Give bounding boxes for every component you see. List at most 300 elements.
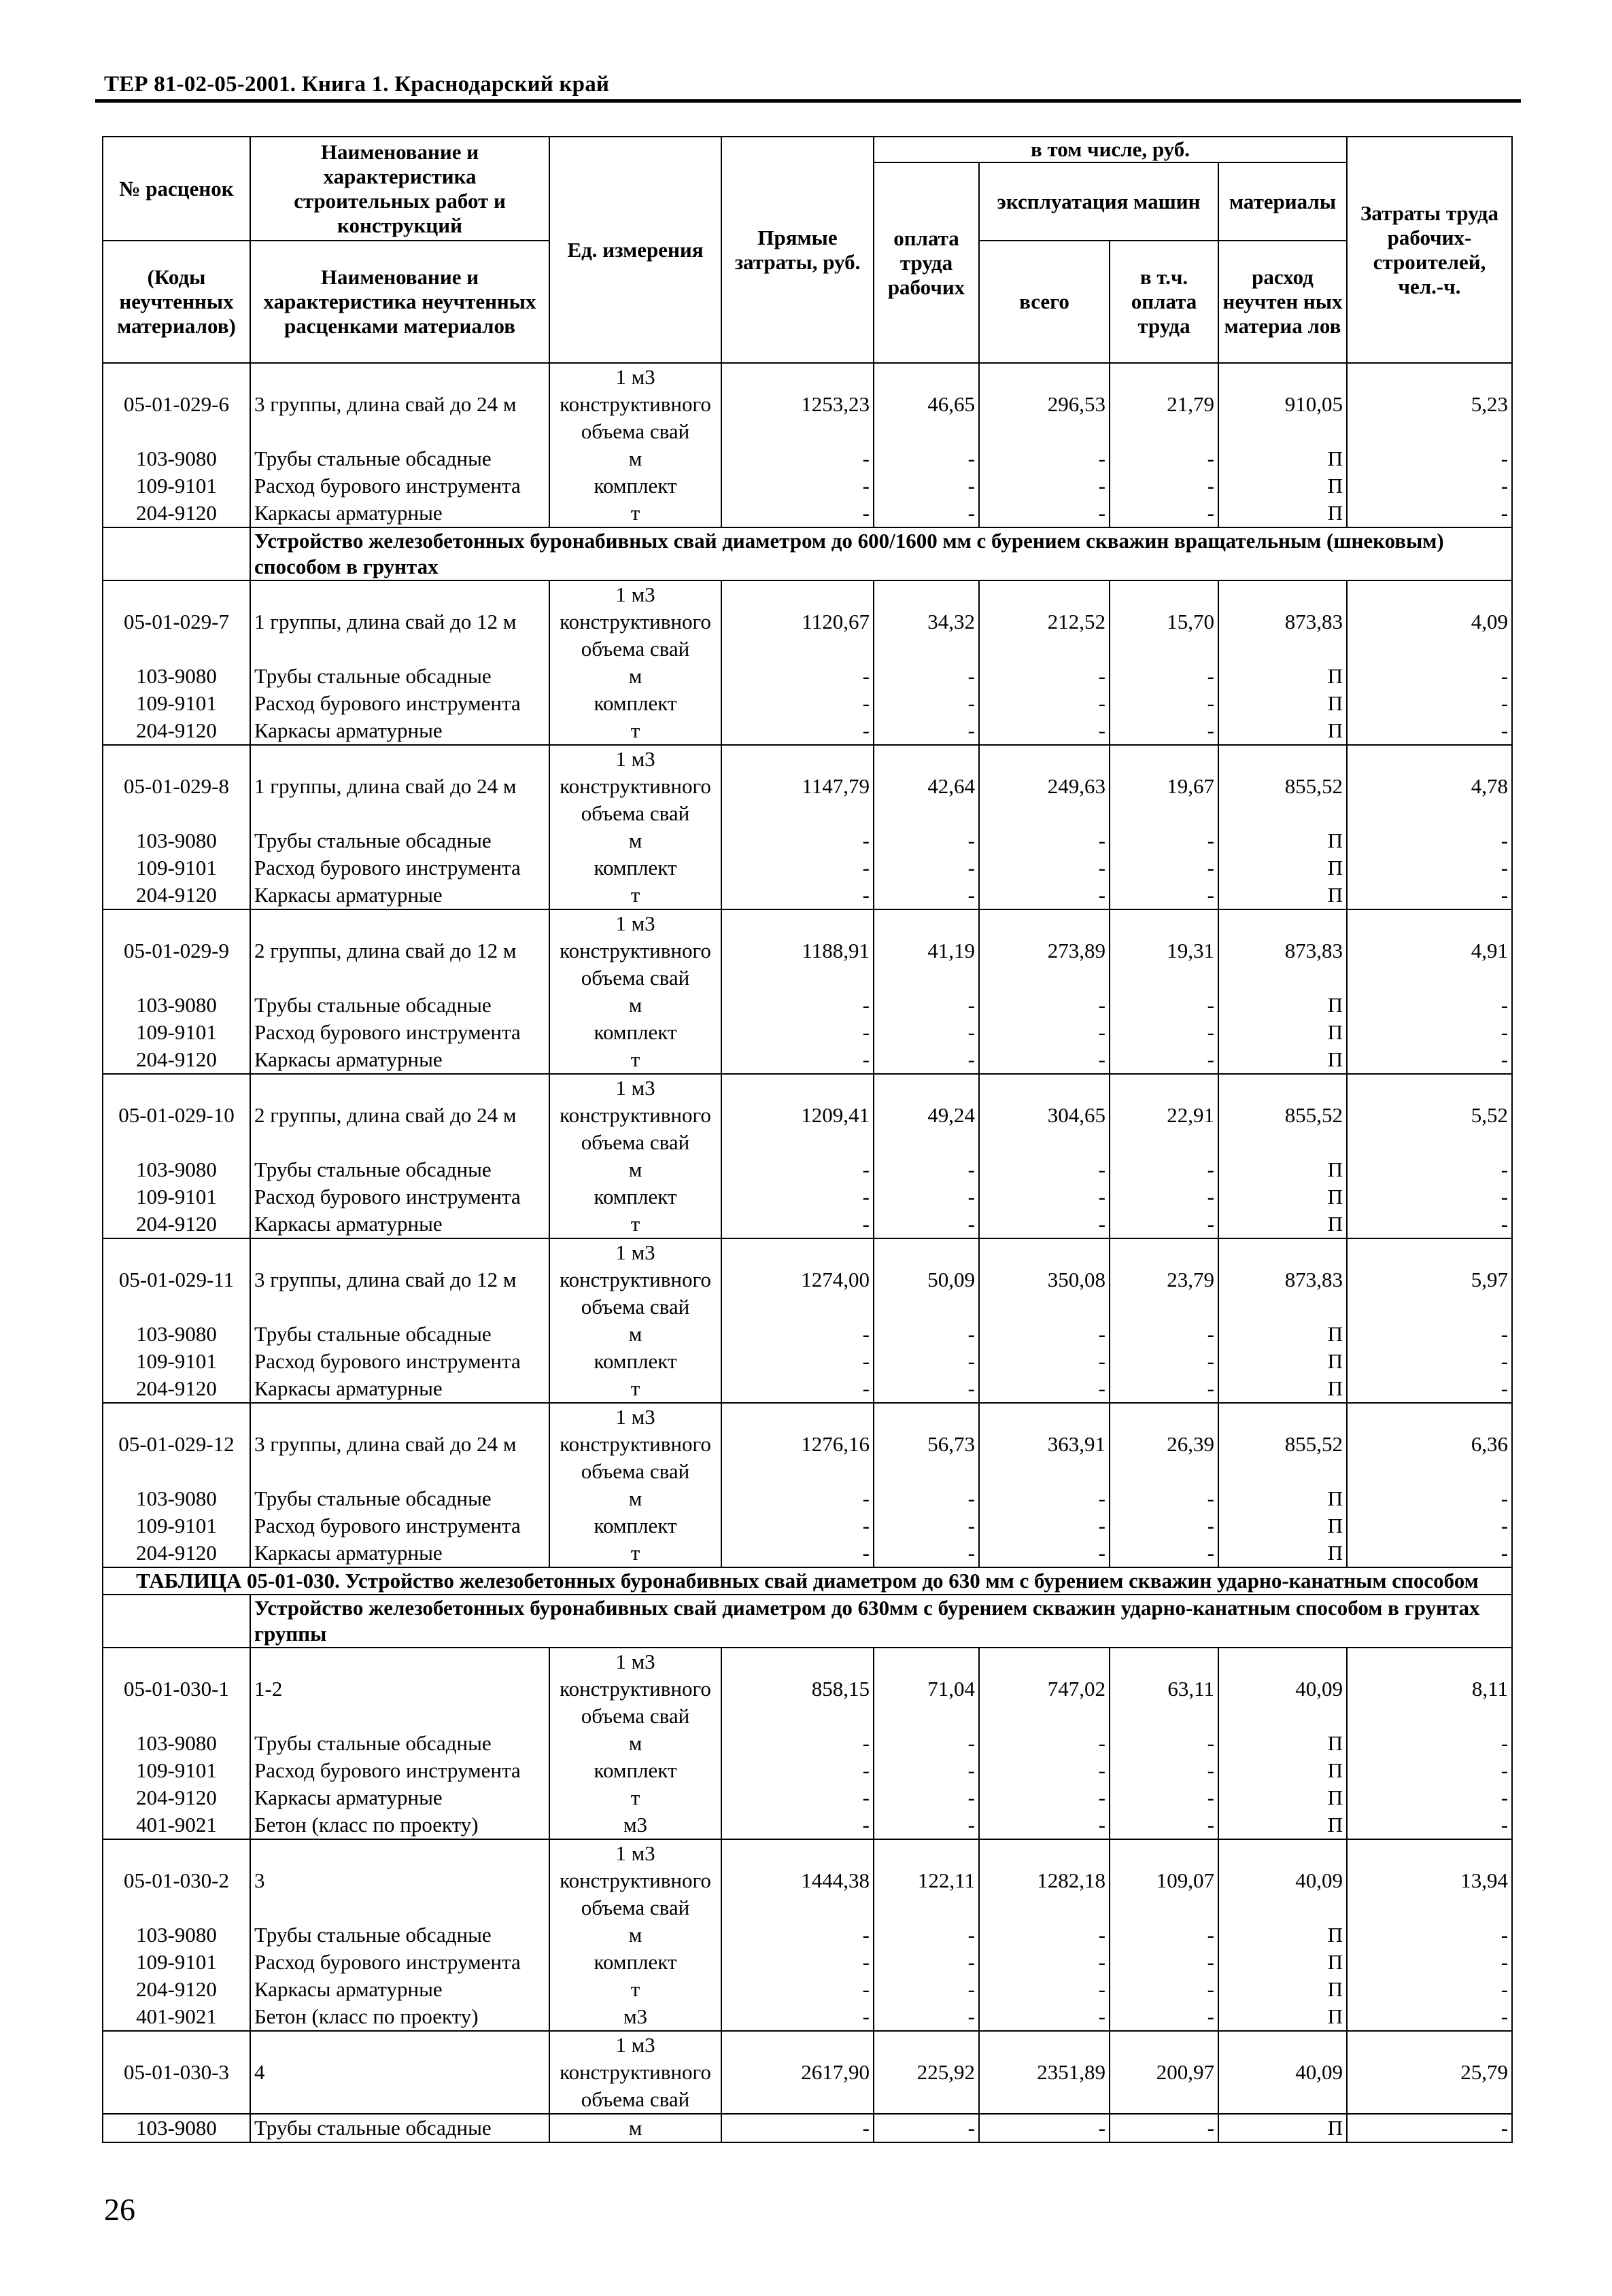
material-code: 401-9021: [103, 1811, 250, 1839]
unit-cell: т: [549, 717, 721, 745]
header-rule: [95, 99, 1521, 103]
material-cost: П: [1218, 1811, 1347, 1839]
rate-row: [103, 580, 1512, 663]
wage-cost: 41,19: [874, 909, 979, 992]
material-cost: 855,52: [1218, 745, 1347, 827]
rate-row: [103, 745, 1512, 827]
machine-wage-cost: -: [1110, 472, 1218, 500]
direct-cost: -: [721, 854, 874, 882]
direct-cost: -: [721, 1811, 874, 1839]
col-code-subheader: (Коды неучтенных материалов): [103, 241, 250, 363]
material-cost: П: [1218, 663, 1347, 690]
direct-cost: -: [721, 1976, 874, 2003]
material-row: [103, 472, 1512, 500]
material-cost: П: [1218, 472, 1347, 500]
rate-code: 05-01-030-1: [103, 1648, 250, 1730]
wage-cost: -: [874, 882, 979, 909]
machine-wage-cost: -: [1110, 1156, 1218, 1183]
machine-wage-cost: -: [1110, 854, 1218, 882]
material-row: [103, 1757, 1512, 1784]
material-row: [103, 500, 1512, 527]
section-heading-row: [103, 527, 1512, 580]
unit-cell: м: [549, 1730, 721, 1757]
machine-wage-cost: -: [1110, 1512, 1218, 1540]
machine-wage-cost: 21,79: [1110, 363, 1218, 445]
unit-cell: т: [549, 500, 721, 527]
unit-cell: м: [549, 1156, 721, 1183]
machine-cost: -: [979, 1730, 1110, 1757]
unit-cell: м: [549, 2114, 721, 2142]
direct-cost: -: [721, 1540, 874, 1567]
section-heading: Устройство железобетонных буронабивных свай диаметром до 630мм с бурением скважин ударно-канатным способом в грунтах группы: [250, 1595, 1512, 1648]
unit-cell: 1 м3 конструктивного объема свай: [549, 580, 721, 663]
machine-wage-cost: -: [1110, 1375, 1218, 1403]
material-name: Каркасы арматурные: [250, 1211, 549, 1238]
labor-cost: 4,09: [1347, 580, 1512, 663]
machine-wage-cost: 63,11: [1110, 1648, 1218, 1730]
machine-wage-cost: 19,31: [1110, 909, 1218, 992]
machine-cost: -: [979, 1784, 1110, 1811]
direct-cost: -: [721, 1348, 874, 1375]
labor-cost: -: [1347, 1183, 1512, 1211]
section-code-cell: [103, 527, 250, 580]
material-cost: П: [1218, 1375, 1347, 1403]
machine-cost: -: [979, 1540, 1110, 1567]
direct-cost: 1444,38: [721, 1839, 874, 1921]
machine-cost: 350,08: [979, 1238, 1110, 1321]
material-row: [103, 1375, 1512, 1403]
wage-cost: 34,32: [874, 580, 979, 663]
wage-cost: -: [874, 2003, 979, 2031]
machine-wage-cost: 23,79: [1110, 1238, 1218, 1321]
material-name: Расход бурового инструмента: [250, 472, 549, 500]
material-row: [103, 1485, 1512, 1512]
material-cost: П: [1218, 1156, 1347, 1183]
machine-cost: -: [979, 992, 1110, 1019]
labor-cost: 4,91: [1347, 909, 1512, 992]
unit-cell: т: [549, 1540, 721, 1567]
rate-name: 3 группы, длина свай до 12 м: [250, 1238, 549, 1321]
table-header: [103, 137, 1512, 363]
rate-name: 1 группы, длина свай до 12 м: [250, 580, 549, 663]
material-cost: П: [1218, 1730, 1347, 1757]
labor-cost: -: [1347, 882, 1512, 909]
material-cost: П: [1218, 1540, 1347, 1567]
machine-cost: -: [979, 717, 1110, 745]
material-row: [103, 445, 1512, 472]
direct-cost: -: [721, 827, 874, 854]
labor-cost: -: [1347, 992, 1512, 1019]
labor-cost: 25,79: [1347, 2031, 1512, 2114]
material-code: 109-9101: [103, 472, 250, 500]
material-code: 204-9120: [103, 1046, 250, 1074]
material-name: Трубы стальные обсадные: [250, 1730, 549, 1757]
machine-wage-cost: -: [1110, 1949, 1218, 1976]
machine-cost: 363,91: [979, 1403, 1110, 1485]
rate-row: [103, 909, 1512, 992]
machine-wage-cost: -: [1110, 1976, 1218, 2003]
material-name: Бетон (класс по проекту): [250, 2003, 549, 2031]
col-labor-header: Затраты труда рабочих-строителей, чел.-ч.: [1347, 137, 1512, 363]
wage-cost: 42,64: [874, 745, 979, 827]
unit-cell: т: [549, 1046, 721, 1074]
rate-code: 05-01-029-8: [103, 745, 250, 827]
material-name: Каркасы арматурные: [250, 500, 549, 527]
unit-cell: т: [549, 882, 721, 909]
direct-cost: -: [721, 690, 874, 717]
material-row: [103, 1183, 1512, 1211]
direct-cost: -: [721, 445, 874, 472]
labor-cost: -: [1347, 1321, 1512, 1348]
material-code: 204-9120: [103, 717, 250, 745]
material-code: 109-9101: [103, 1949, 250, 1976]
material-cost: 855,52: [1218, 1074, 1347, 1156]
material-row: [103, 663, 1512, 690]
section-heading: Устройство железобетонных буронабивных свай диаметром до 600/1600 мм с бурением скважин вращательным (шнековым) способом в грунтах: [250, 527, 1512, 580]
machine-cost: -: [979, 690, 1110, 717]
wage-cost: 71,04: [874, 1648, 979, 1730]
material-row: [103, 2114, 1512, 2142]
unit-cell: 1 м3 конструктивного объема свай: [549, 745, 721, 827]
machine-wage-cost: -: [1110, 663, 1218, 690]
page-header: ТЕР 81-02-05-2001. Книга 1. Краснодарский край: [104, 72, 610, 97]
direct-cost: -: [721, 1156, 874, 1183]
material-cost: 873,83: [1218, 909, 1347, 992]
unit-cell: комплект: [549, 1757, 721, 1784]
machine-wage-cost: -: [1110, 2114, 1218, 2142]
rate-code: 05-01-030-3: [103, 2031, 250, 2114]
labor-cost: -: [1347, 1046, 1512, 1074]
material-code: 204-9120: [103, 1976, 250, 2003]
wage-cost: -: [874, 1019, 979, 1046]
unit-cell: т: [549, 1211, 721, 1238]
material-cost: П: [1218, 1211, 1347, 1238]
material-cost: П: [1218, 1046, 1347, 1074]
material-code: 103-9080: [103, 2114, 250, 2142]
wage-cost: -: [874, 717, 979, 745]
machine-cost: -: [979, 1949, 1110, 1976]
material-name: Расход бурового инструмента: [250, 854, 549, 882]
material-code: 109-9101: [103, 1348, 250, 1375]
material-cost: П: [1218, 827, 1347, 854]
machine-cost: 304,65: [979, 1074, 1110, 1156]
machine-cost: -: [979, 1183, 1110, 1211]
material-code: 103-9080: [103, 992, 250, 1019]
material-name: Трубы стальные обсадные: [250, 1921, 549, 1949]
direct-cost: 2617,90: [721, 2031, 874, 2114]
col-unit-header: Ед. измерения: [549, 137, 721, 363]
price-table: [102, 136, 1513, 2143]
material-code: 103-9080: [103, 1730, 250, 1757]
rate-row: [103, 1403, 1512, 1485]
rate-name: 3 группы, длина свай до 24 м: [250, 363, 549, 445]
material-cost: П: [1218, 854, 1347, 882]
unit-cell: 1 м3 конструктивного объема свай: [549, 1403, 721, 1485]
machine-wage-cost: 26,39: [1110, 1403, 1218, 1485]
col-code-header: № расценок: [103, 137, 250, 241]
machine-wage-cost: -: [1110, 992, 1218, 1019]
material-name: Трубы стальные обсадные: [250, 827, 549, 854]
labor-cost: 13,94: [1347, 1839, 1512, 1921]
wage-cost: -: [874, 1485, 979, 1512]
wage-cost: 50,09: [874, 1238, 979, 1321]
material-row: [103, 1949, 1512, 1976]
unit-cell: м: [549, 1485, 721, 1512]
labor-cost: -: [1347, 1949, 1512, 1976]
unit-cell: т: [549, 1976, 721, 2003]
labor-cost: 5,52: [1347, 1074, 1512, 1156]
material-code: 204-9120: [103, 882, 250, 909]
rate-code: 05-01-029-9: [103, 909, 250, 992]
material-name: Расход бурового инструмента: [250, 690, 549, 717]
material-row: [103, 992, 1512, 1019]
material-cost: П: [1218, 2114, 1347, 2142]
table-title: ТАБЛИЦА 05-01-030. Устройство железобетонных буронабивных свай диаметром до 630 мм с бурением скважин ударно-канатным способом: [103, 1567, 1512, 1595]
direct-cost: -: [721, 1757, 874, 1784]
material-name: Каркасы арматурные: [250, 717, 549, 745]
unit-cell: комплект: [549, 472, 721, 500]
unit-cell: комплект: [549, 1512, 721, 1540]
wage-cost: -: [874, 1757, 979, 1784]
material-code: 109-9101: [103, 1019, 250, 1046]
wage-cost: -: [874, 1375, 979, 1403]
material-row: [103, 1811, 1512, 1839]
rate-row: [103, 1074, 1512, 1156]
material-code: 109-9101: [103, 1512, 250, 1540]
rate-code: 05-01-029-12: [103, 1403, 250, 1485]
material-cost: П: [1218, 1784, 1347, 1811]
labor-cost: -: [1347, 717, 1512, 745]
material-cost: П: [1218, 2003, 1347, 2031]
material-cost: 40,09: [1218, 1839, 1347, 1921]
unit-cell: 1 м3 конструктивного объема свай: [549, 909, 721, 992]
material-cost: П: [1218, 882, 1347, 909]
col-mat-unaccounted-header: расход неучтен ных материа лов: [1218, 241, 1347, 363]
direct-cost: 1274,00: [721, 1238, 874, 1321]
direct-cost: 1276,16: [721, 1403, 874, 1485]
material-row: [103, 690, 1512, 717]
unit-cell: м3: [549, 2003, 721, 2031]
material-row: [103, 1512, 1512, 1540]
material-cost: П: [1218, 1976, 1347, 2003]
rate-code: 05-01-029-6: [103, 363, 250, 445]
wage-cost: -: [874, 1730, 979, 1757]
unit-cell: 1 м3 конструктивного объема свай: [549, 1074, 721, 1156]
wage-cost: 56,73: [874, 1403, 979, 1485]
labor-cost: -: [1347, 1784, 1512, 1811]
labor-cost: 5,23: [1347, 363, 1512, 445]
unit-cell: 1 м3 конструктивного объема свай: [549, 1839, 721, 1921]
material-row: [103, 1921, 1512, 1949]
rate-row: [103, 1648, 1512, 1730]
material-name: Трубы стальные обсадные: [250, 1321, 549, 1348]
material-code: 103-9080: [103, 445, 250, 472]
rate-code: 05-01-029-7: [103, 580, 250, 663]
material-cost: 873,83: [1218, 580, 1347, 663]
direct-cost: -: [721, 1046, 874, 1074]
machine-wage-cost: -: [1110, 1348, 1218, 1375]
material-cost: П: [1218, 1921, 1347, 1949]
direct-cost: -: [721, 1375, 874, 1403]
direct-cost: -: [721, 882, 874, 909]
material-name: Каркасы арматурные: [250, 1375, 549, 1403]
unit-cell: м: [549, 1921, 721, 1949]
material-cost: П: [1218, 445, 1347, 472]
direct-cost: 858,15: [721, 1648, 874, 1730]
material-cost: П: [1218, 1757, 1347, 1784]
material-row: [103, 882, 1512, 909]
machine-wage-cost: -: [1110, 2003, 1218, 2031]
col-mach-header: эксплуатация машин: [979, 162, 1218, 241]
direct-cost: 1120,67: [721, 580, 874, 663]
material-name: Трубы стальные обсадные: [250, 445, 549, 472]
machine-wage-cost: -: [1110, 1019, 1218, 1046]
material-cost: П: [1218, 1019, 1347, 1046]
machine-cost: -: [979, 663, 1110, 690]
machine-wage-cost: -: [1110, 690, 1218, 717]
unit-cell: 1 м3 конструктивного объема свай: [549, 1648, 721, 1730]
labor-cost: -: [1347, 1512, 1512, 1540]
page-number: 26: [104, 2192, 135, 2227]
material-cost: П: [1218, 1949, 1347, 1976]
material-row: [103, 1540, 1512, 1567]
labor-cost: -: [1347, 1156, 1512, 1183]
material-row: [103, 1156, 1512, 1183]
material-name: Расход бурового инструмента: [250, 1348, 549, 1375]
direct-cost: -: [721, 1183, 874, 1211]
material-name: Расход бурового инструмента: [250, 1183, 549, 1211]
direct-cost: -: [721, 992, 874, 1019]
machine-wage-cost: -: [1110, 1540, 1218, 1567]
direct-cost: -: [721, 1485, 874, 1512]
material-name: Расход бурового инструмента: [250, 1949, 549, 1976]
machine-wage-cost: -: [1110, 717, 1218, 745]
machine-wage-cost: -: [1110, 500, 1218, 527]
machine-cost: 212,52: [979, 580, 1110, 663]
rate-row: [103, 1839, 1512, 1921]
labor-cost: 5,97: [1347, 1238, 1512, 1321]
material-row: [103, 2003, 1512, 2031]
machine-cost: 2351,89: [979, 2031, 1110, 2114]
rate-name: 3: [250, 1839, 549, 1921]
material-row: [103, 1019, 1512, 1046]
material-cost: П: [1218, 1183, 1347, 1211]
unit-cell: комплект: [549, 690, 721, 717]
material-row: [103, 1321, 1512, 1348]
material-cost: П: [1218, 1485, 1347, 1512]
machine-wage-cost: -: [1110, 1784, 1218, 1811]
material-name: Трубы стальные обсадные: [250, 2114, 549, 2142]
machine-cost: -: [979, 1512, 1110, 1540]
material-name: Бетон (класс по проекту): [250, 1811, 549, 1839]
wage-cost: 122,11: [874, 1839, 979, 1921]
wage-cost: -: [874, 2114, 979, 2142]
material-code: 204-9120: [103, 1375, 250, 1403]
unit-cell: м: [549, 827, 721, 854]
table-title-row: [103, 1567, 1512, 1595]
machine-cost: -: [979, 445, 1110, 472]
material-code: 103-9080: [103, 1321, 250, 1348]
direct-cost: -: [721, 2114, 874, 2142]
material-name: Каркасы арматурные: [250, 1784, 549, 1811]
material-code: 103-9080: [103, 663, 250, 690]
material-code: 109-9101: [103, 1183, 250, 1211]
unit-cell: т: [549, 1784, 721, 1811]
unit-cell: м: [549, 1321, 721, 1348]
rate-name: 2 группы, длина свай до 12 м: [250, 909, 549, 992]
material-row: [103, 854, 1512, 882]
material-cost: П: [1218, 690, 1347, 717]
wage-cost: 46,65: [874, 363, 979, 445]
labor-cost: -: [1347, 1211, 1512, 1238]
col-mat-header: материалы: [1218, 162, 1347, 241]
machine-wage-cost: -: [1110, 1811, 1218, 1839]
material-name: Трубы стальные обсадные: [250, 992, 549, 1019]
wage-cost: -: [874, 1921, 979, 1949]
machine-cost: -: [979, 1976, 1110, 2003]
material-name: Расход бурового инструмента: [250, 1019, 549, 1046]
material-name: Каркасы арматурные: [250, 1976, 549, 2003]
labor-cost: -: [1347, 663, 1512, 690]
machine-cost: -: [979, 1019, 1110, 1046]
material-name: Расход бурового инструмента: [250, 1757, 549, 1784]
wage-cost: -: [874, 690, 979, 717]
wage-cost: -: [874, 854, 979, 882]
machine-wage-cost: -: [1110, 1046, 1218, 1074]
machine-cost: -: [979, 854, 1110, 882]
machine-cost: -: [979, 472, 1110, 500]
col-direct-header: Прямые затраты, руб.: [721, 137, 874, 363]
wage-cost: -: [874, 1784, 979, 1811]
rate-code: 05-01-029-10: [103, 1074, 250, 1156]
direct-cost: -: [721, 1512, 874, 1540]
unit-cell: комплект: [549, 1348, 721, 1375]
machine-wage-cost: 200,97: [1110, 2031, 1218, 2114]
material-row: [103, 827, 1512, 854]
material-code: 109-9101: [103, 1757, 250, 1784]
machine-wage-cost: -: [1110, 1321, 1218, 1348]
material-name: Расход бурового инструмента: [250, 1512, 549, 1540]
machine-cost: -: [979, 1375, 1110, 1403]
machine-wage-cost: -: [1110, 1211, 1218, 1238]
unit-cell: 1 м3 конструктивного объема свай: [549, 363, 721, 445]
labor-cost: -: [1347, 827, 1512, 854]
labor-cost: -: [1347, 445, 1512, 472]
rate-name: 2 группы, длина свай до 24 м: [250, 1074, 549, 1156]
material-cost: 40,09: [1218, 1648, 1347, 1730]
rate-row: [103, 2031, 1512, 2114]
machine-cost: -: [979, 1921, 1110, 1949]
material-code: 103-9080: [103, 1485, 250, 1512]
machine-wage-cost: 22,91: [1110, 1074, 1218, 1156]
machine-cost: 249,63: [979, 745, 1110, 827]
rate-name: 4: [250, 2031, 549, 2114]
direct-cost: -: [721, 1784, 874, 1811]
material-cost: П: [1218, 1512, 1347, 1540]
material-code: 103-9080: [103, 1156, 250, 1183]
wage-cost: -: [874, 1211, 979, 1238]
labor-cost: 6,36: [1347, 1403, 1512, 1485]
direct-cost: 1188,91: [721, 909, 874, 992]
direct-cost: -: [721, 1321, 874, 1348]
wage-cost: -: [874, 1976, 979, 2003]
machine-cost: -: [979, 1811, 1110, 1839]
col-name-subheader: Наименование и характеристика неучтенных расценками материалов: [250, 241, 549, 363]
labor-cost: -: [1347, 1375, 1512, 1403]
section-code-cell: [103, 1595, 250, 1648]
machine-wage-cost: -: [1110, 445, 1218, 472]
wage-cost: -: [874, 1046, 979, 1074]
